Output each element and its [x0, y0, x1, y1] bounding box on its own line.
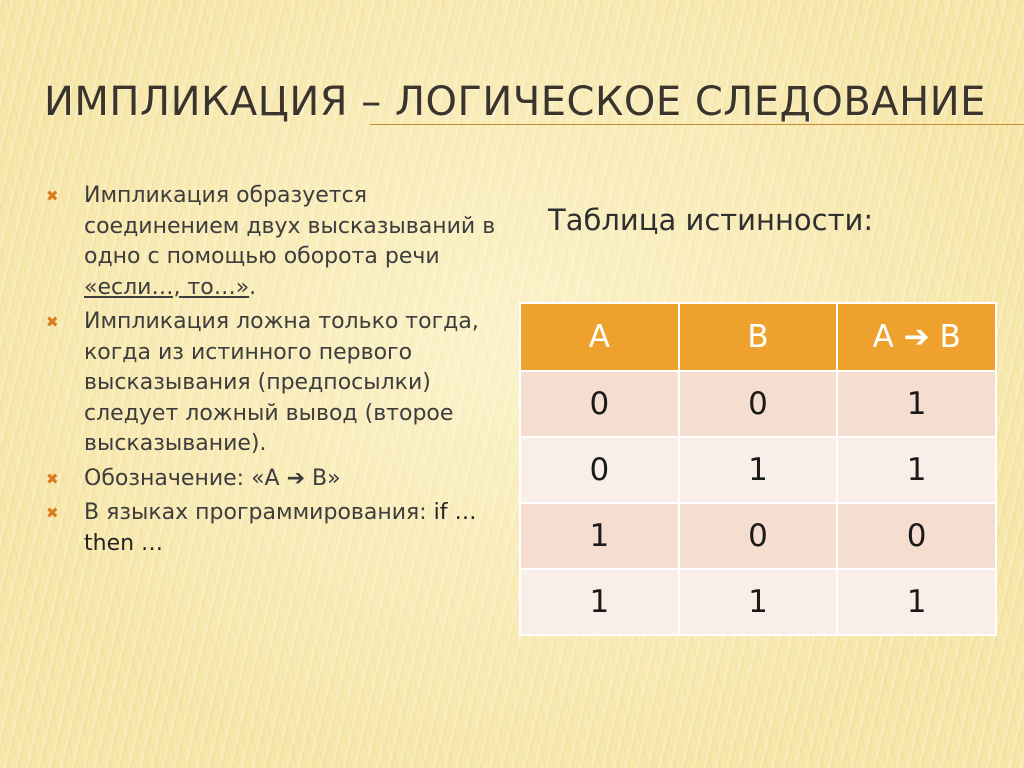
x-mark-icon: ✖: [46, 469, 59, 488]
cell-b: 0: [679, 371, 838, 437]
table-heading: Таблица истинности:: [548, 203, 874, 237]
arrow-right-icon: ➔: [286, 465, 306, 491]
bullet-prefix: Обозначение: «А: [84, 465, 287, 491]
table-row: [520, 371, 996, 437]
cell-b: 0: [679, 503, 838, 569]
x-mark-icon: ✖: [46, 504, 59, 522]
cell-a: 1: [520, 503, 679, 569]
cell-result: 1: [837, 437, 996, 503]
cell-result: 1: [837, 371, 996, 437]
x-mark-icon: ✖: [46, 187, 59, 205]
cell-a: 0: [520, 371, 679, 437]
bullet-suffix: В»: [305, 465, 341, 491]
cell-result: 0: [837, 503, 996, 569]
cell-result: 1: [837, 569, 996, 635]
table-row: [520, 569, 996, 635]
bullet-underlined-phrase: «если…, то…»: [84, 274, 250, 300]
cell-b: 1: [679, 569, 838, 635]
header-cell-implication: [837, 303, 996, 371]
truth-table-header-row: [520, 303, 996, 371]
code-snippet: if … then …: [84, 500, 477, 556]
table-row: [520, 437, 996, 503]
cell-b: 1: [679, 437, 838, 503]
header-cell-b: В: [679, 303, 838, 371]
bullet-item-programming: [46, 498, 506, 559]
table-row: [520, 503, 996, 569]
title-divider: [370, 124, 1024, 125]
bullet-suffix: .: [249, 274, 257, 300]
cell-a: 0: [520, 437, 679, 503]
header-impl-right: В: [929, 319, 961, 355]
bullet-text: Импликация ложна только тогда, когда из истинного первого высказывания (предпосылки) следует ложный вывод (второе высказывание).: [84, 309, 479, 456]
bullet-item-falsity: [46, 307, 506, 460]
bullet-text: Импликация образуется соединением двух высказываний в одно с помощью оборота речи: [84, 183, 496, 269]
bullet-item-notation: [46, 464, 506, 495]
bullet-item-definition: [46, 181, 506, 303]
bullet-text: В языках программирования:: [84, 500, 434, 525]
header-impl-left: А: [872, 319, 904, 355]
bullet-list: [46, 181, 506, 563]
arrow-right-icon: ➔: [903, 319, 930, 355]
header-cell-a: А: [520, 303, 679, 371]
slide-title: ИМПЛИКАЦИЯ – ЛОГИЧЕСКОЕ СЛЕДОВАНИЕ: [44, 79, 986, 125]
x-mark-icon: ✖: [46, 313, 59, 331]
cell-a: 1: [520, 569, 679, 635]
truth-table: [519, 302, 997, 636]
